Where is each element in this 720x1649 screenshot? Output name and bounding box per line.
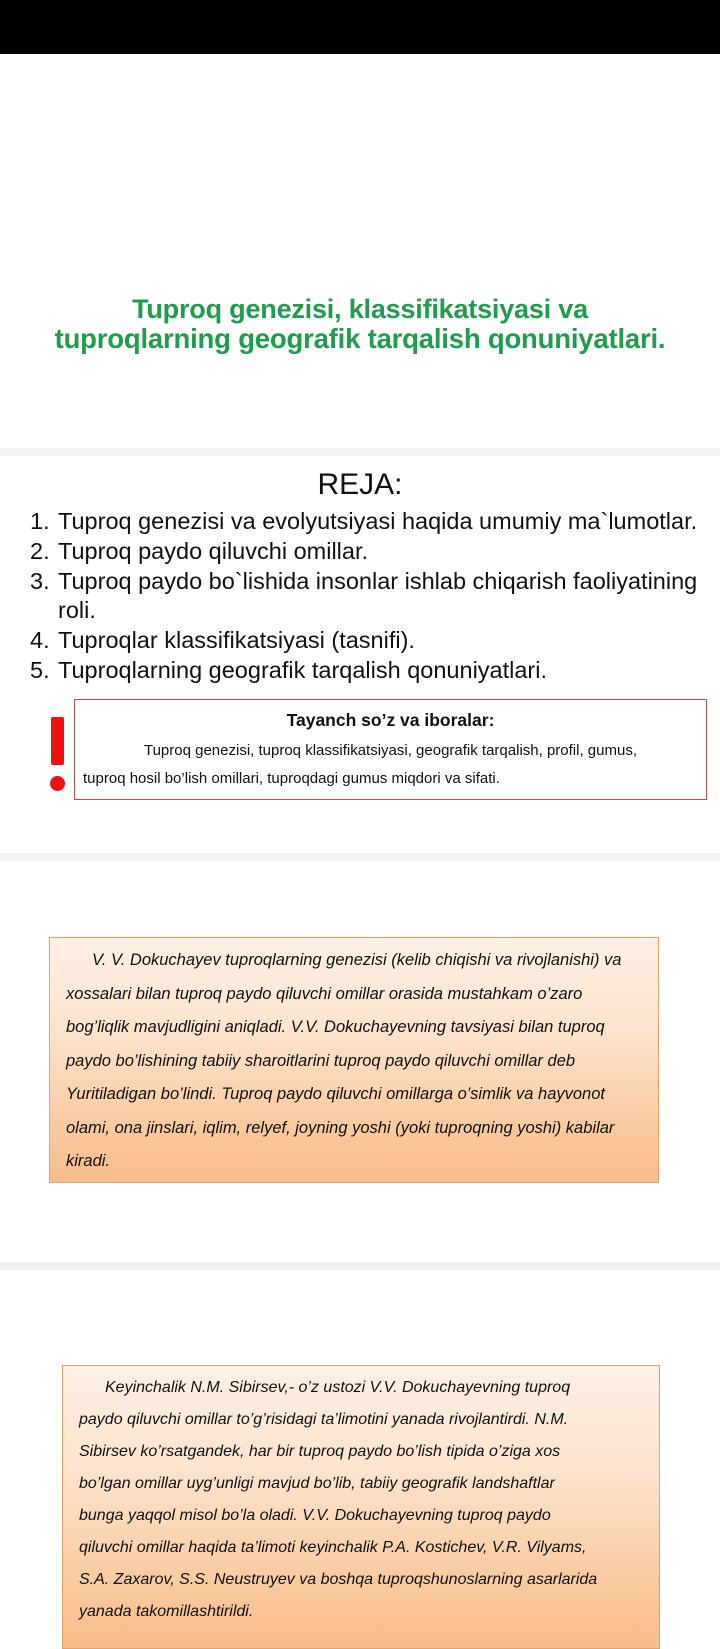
list-item: [30, 507, 710, 536]
content-line: S.A. Zaxarov, S.S. Neustruyev va boshqa tuproqshunoslarning asarlarida: [79, 1571, 598, 1588]
list-item-number: 2.: [30, 537, 50, 564]
content-line: yanada takomillashtirildi.: [79, 1603, 254, 1620]
slide-content-2: [0, 1270, 720, 1620]
slide-reja: [0, 456, 720, 853]
content-line: bog’liqlik mavjudligini aniqladi. V.V. Dokuchayevning tavsiyasi bilan tuproq: [66, 1018, 605, 1036]
list-item: [30, 567, 710, 625]
slide-separator: [0, 853, 720, 861]
exclamation-icon: [40, 699, 74, 791]
slide-title: [0, 54, 720, 448]
content-line: bo’lgan omillar uyg’unligi mavjud bo’lib, tabiiy geografik landshaftlar: [79, 1475, 555, 1492]
list-item-label: Tuproq paydo qiluvchi omillar.: [58, 537, 369, 564]
content-line: paydo qiluvchi omillar to’g’risidagi ta’limotini yanada rivojlantirdi. N.M.: [79, 1411, 569, 1428]
content-line: kiradi.: [66, 1152, 111, 1170]
slide-content-1: [0, 861, 720, 1262]
keyword-box-title: Tayanch so’z va iboralar:: [286, 710, 495, 731]
content-line: bunga yaqqol misol bo’la oladi. V.V. Dokuchayevning tuproq paydo: [79, 1507, 551, 1524]
exclamation-bar: [51, 717, 64, 765]
keyword-box: [74, 699, 707, 800]
content-line: Sibirsev ko’rsatgandek, har bir tuproq paydo bo’lish tipida o’ziga xos: [79, 1443, 561, 1460]
keyword-box-line-2: tuproq hosil bo’lish omillari, tuproqdagi gumus miqdori va sifati.: [83, 770, 500, 787]
content-line: qiluvchi omillar haqida ta’limoti keyinchalik P.A. Kostichev, V.R. Vilyams,: [79, 1539, 587, 1556]
list-item-label: Tuproqlar klassifikatsiyasi (tasnifi).: [58, 627, 415, 653]
reja-list: [0, 507, 720, 686]
list-item-number: 5.: [30, 657, 50, 684]
content-line: V. V. Dokuchayev tuproqlarning genezisi (kelib chiqishi va rivojlanishi) va: [92, 951, 622, 969]
list-item: [30, 656, 710, 685]
content-line: Yuritiladigan bo’lindi. Tuproq paydo qiluvchi omillarga o’simlik va hayvonot: [66, 1085, 605, 1103]
title-line-1: Tuproq genezisi, klassifikatsiyasi va: [132, 294, 588, 324]
presentation-title: [0, 294, 720, 355]
list-item: [30, 626, 710, 655]
slide-separator: [0, 448, 720, 456]
keyword-box-line-1: Tuproq genezisi, tuproq klassifikatsiyasi, geografik tarqalish, profil, gumus,: [143, 742, 637, 760]
list-item: [30, 537, 710, 566]
list-item-label: Tuproqlarning geografik tarqalish qonuniyatlari.: [58, 657, 548, 684]
content-box-dokuchayev: [49, 937, 659, 1183]
exclamation-dot: [50, 776, 65, 791]
reja-heading: REJA:: [317, 468, 403, 501]
content-line: Keyinchalik N.M. Sibirsev,- o’z ustozi V.V. Dokuchayevning tuproq: [105, 1379, 571, 1396]
list-item-label: Tuproq paydo bo`lishida insonlar ishlab chiqarish faoliyatining roli.: [58, 567, 698, 623]
content-box-sibirsev: [62, 1365, 660, 1649]
content-line: paydo bo’lishining tabiiy sharoitlarini tuproq paydo qiluvchi omillar deb: [66, 1051, 576, 1070]
slide-separator: [0, 1262, 720, 1270]
keyword-callout: [40, 699, 707, 800]
list-item-number: 4.: [30, 627, 50, 653]
list-item-label: Tuproq genezisi va evolyutsiyasi haqida umumiy ma`lumotlar.: [58, 507, 698, 534]
title-line-2: tuproqlarning geografik tarqalish qonuniyatlari.: [54, 323, 666, 355]
content-line: olami, ona jinslari, iqlim, relyef, joyning yoshi (yoki tuproqning yoshi) kabilar: [66, 1118, 615, 1137]
list-item-number: 1.: [30, 507, 50, 534]
list-item-number: 3.: [30, 567, 50, 594]
status-bar: [0, 0, 720, 54]
content-line: xossalari bilan tuproq paydo qiluvchi omillar orasida mustahkam o’zaro: [66, 984, 583, 1003]
